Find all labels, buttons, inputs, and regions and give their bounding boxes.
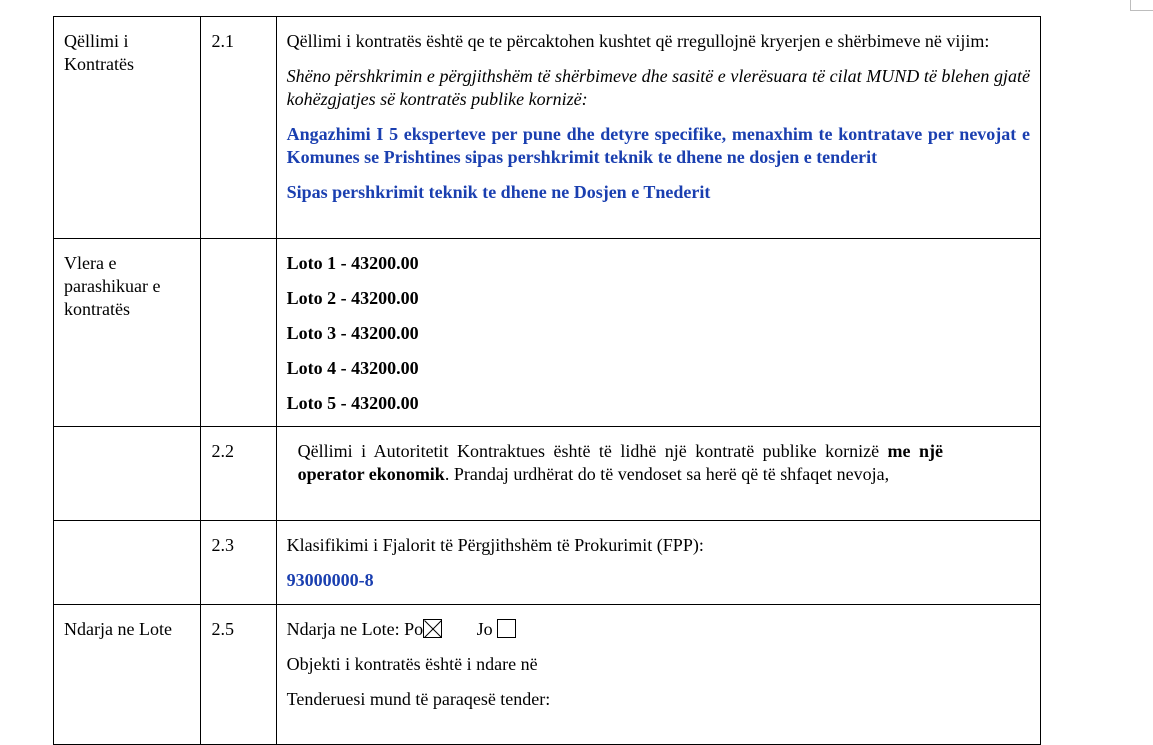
section-number (201, 239, 275, 252)
lot-line (287, 287, 1030, 310)
cpv-label: Klasifikimi i Fjalorit të Përgjithshëm të Prokurimit (FPP): (286, 535, 704, 555)
row-number-cell (201, 17, 276, 239)
lot-name: Loto 3 (286, 323, 337, 343)
row-content-cell (276, 605, 1040, 745)
page-corner-mark (1130, 0, 1153, 11)
row-label: Vlera e parashikuar e kontratës (64, 253, 161, 319)
row-label-cell (54, 239, 201, 427)
no-checkbox[interactable] (497, 619, 516, 638)
table-row (54, 605, 1041, 745)
table-row (54, 427, 1041, 521)
section-number: 2.3 (211, 535, 234, 555)
lot-value: - 43200.00 (336, 358, 419, 378)
lots-question: Ndarja ne Lote: Po (286, 619, 424, 639)
row-number-cell (201, 427, 276, 521)
row-content-cell (276, 239, 1040, 427)
section-number: 2.2 (211, 441, 234, 461)
lot-name: Loto 5 (286, 393, 337, 413)
section-number: 2.5 (211, 619, 234, 639)
service-description: Angazhimi I 5 eksperteve per pune dhe detyre specifike, menaxhim te kontratave per nevojat e Komunes se Prishtines sipas pershkrimit teknik te dhene ne dosjen e tenderit (286, 124, 1030, 167)
technical-reference: Sipas pershkrimit teknik te dhene ne Dosjen e Tnederit (286, 182, 711, 202)
row-label-cell (54, 17, 201, 239)
lot-value: - 43200.00 (336, 393, 419, 413)
row-label-cell (54, 521, 201, 605)
table-row (54, 239, 1041, 427)
row-label-cell (54, 605, 201, 745)
purpose-note: Shëno përshkrimin e përgjithshëm të shërbimeve dhe sasitë e vlerësuara të cilat MUND të blehen gjatë kohëzgjatjes së kontratës publike kornizë: (286, 66, 1030, 109)
yes-checkbox[interactable] (423, 619, 442, 638)
row-label: Qëllimi i Kontratës (64, 31, 134, 74)
row-content-cell (276, 521, 1040, 605)
row-content-cell (276, 427, 1040, 521)
row-number-cell (201, 605, 276, 745)
lots-question-line (287, 618, 1030, 641)
lot-line (287, 252, 1030, 275)
framework-text-start: Qëllimi i Autoritetit Kontraktues është të lidhë një kontratë publike kornizë (297, 441, 888, 461)
row-number-cell (201, 521, 276, 605)
table-row (54, 521, 1041, 605)
row-label: Ndarja ne Lote (64, 619, 172, 639)
cpv-code: 93000000-8 (286, 570, 374, 590)
framework-text-bold: me një operator ekonomik (297, 441, 943, 484)
table-row (54, 17, 1041, 239)
row-content-cell (276, 17, 1040, 239)
lot-name: Loto 1 (286, 253, 337, 273)
no-label: Jo (476, 619, 493, 639)
lot-name: Loto 4 (286, 358, 337, 378)
lot-value: - 43200.00 (336, 323, 419, 343)
lot-value: - 43200.00 (336, 288, 419, 308)
row-label-cell (54, 427, 201, 521)
lots-divided-line: Objekti i kontratës është i ndare në (286, 654, 538, 674)
lot-line (287, 392, 1030, 415)
lot-name: Loto 2 (286, 288, 337, 308)
purpose-intro: Qëllimi i kontratës është qe te përcaktohen kushtet që rregullojnë kryerjen e shërbimeve në vijim: (286, 31, 990, 51)
framework-text-end: . Prandaj urdhërat do të vendoset sa herë që të shfaqet nevoja, (444, 464, 890, 484)
row-label (54, 521, 200, 534)
tender-submission-line: Tenderuesi mund të paraqesë tender: (286, 689, 551, 709)
section-number: 2.1 (211, 31, 234, 51)
contract-table (53, 16, 1041, 745)
framework-purpose (298, 440, 943, 486)
lot-line (287, 322, 1030, 345)
lot-value: - 43200.00 (336, 253, 419, 273)
row-number-cell (201, 239, 276, 427)
lot-line (287, 357, 1030, 380)
row-label (54, 427, 200, 440)
